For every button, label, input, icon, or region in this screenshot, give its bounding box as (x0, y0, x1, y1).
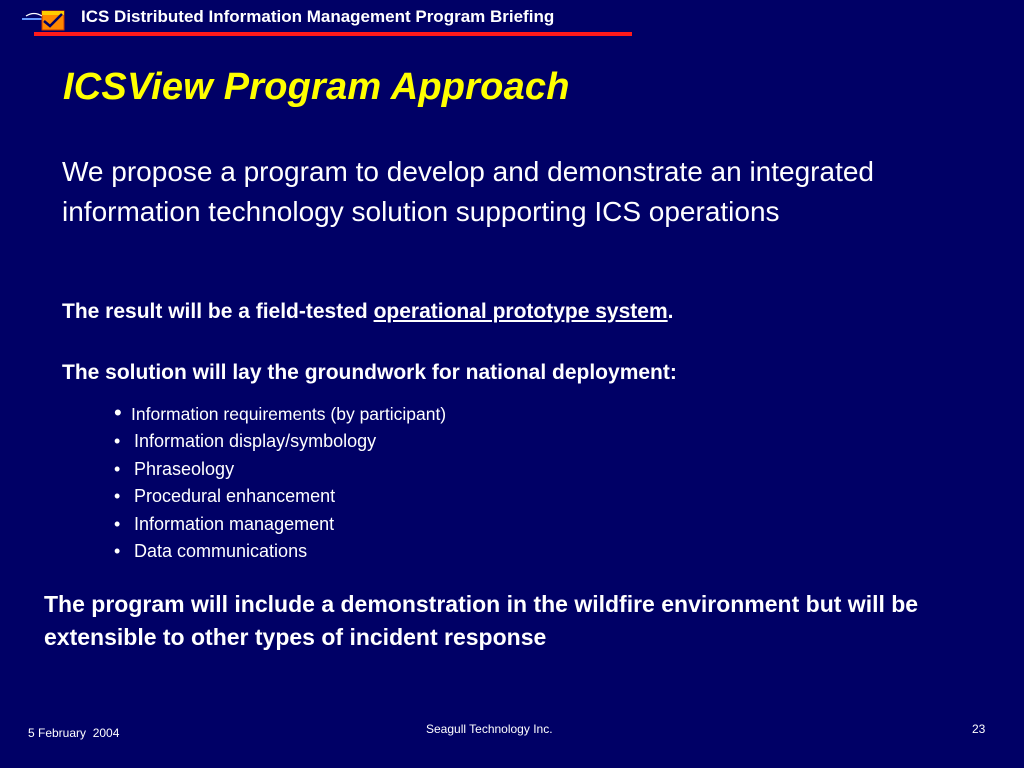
page-number: 23 (972, 722, 986, 736)
bullet-icon: • (114, 400, 122, 425)
list-item: • Information display/symbology (114, 428, 446, 455)
intro-paragraph: We propose a program to develop and demonstrate an integrated information technology solution supporting ICS operations (62, 156, 874, 227)
header-title: ICS Distributed Information Management Program Briefing (81, 7, 555, 26)
bullet-icon: • (114, 431, 121, 452)
result-statement (62, 300, 673, 324)
result-emphasis: operational prototype system (373, 300, 668, 323)
slide-title: ICSView Program Approach (63, 66, 570, 108)
list-item: • Data communications (114, 538, 446, 565)
bullet-icon: • (114, 486, 121, 507)
list-item: • Information management (114, 511, 446, 538)
result-prefix: The result will be a field-tested (62, 300, 374, 323)
result-suffix: . (667, 300, 674, 323)
header-divider (34, 32, 632, 36)
closing-statement: The program will include a demonstration in the wildfire environment but will be extensible to other types of incident response (44, 591, 919, 650)
list-item: • Phraseology (114, 456, 446, 483)
groundwork-statement: The solution will lay the groundwork for national deployment: (62, 361, 677, 384)
list-item: • Procedural enhancement (114, 483, 446, 510)
bullet-icon: • (114, 541, 121, 562)
footer-company: Seagull Technology Inc. (426, 722, 553, 736)
deployment-bullet-list (114, 399, 446, 565)
list-item: • Information requirements (by participant) (114, 400, 447, 425)
bullet-icon: • (114, 513, 121, 534)
bullet-icon: • (114, 458, 121, 479)
seagull-logo-icon (22, 5, 74, 31)
footer-date: 5 February 2004 (28, 726, 120, 740)
